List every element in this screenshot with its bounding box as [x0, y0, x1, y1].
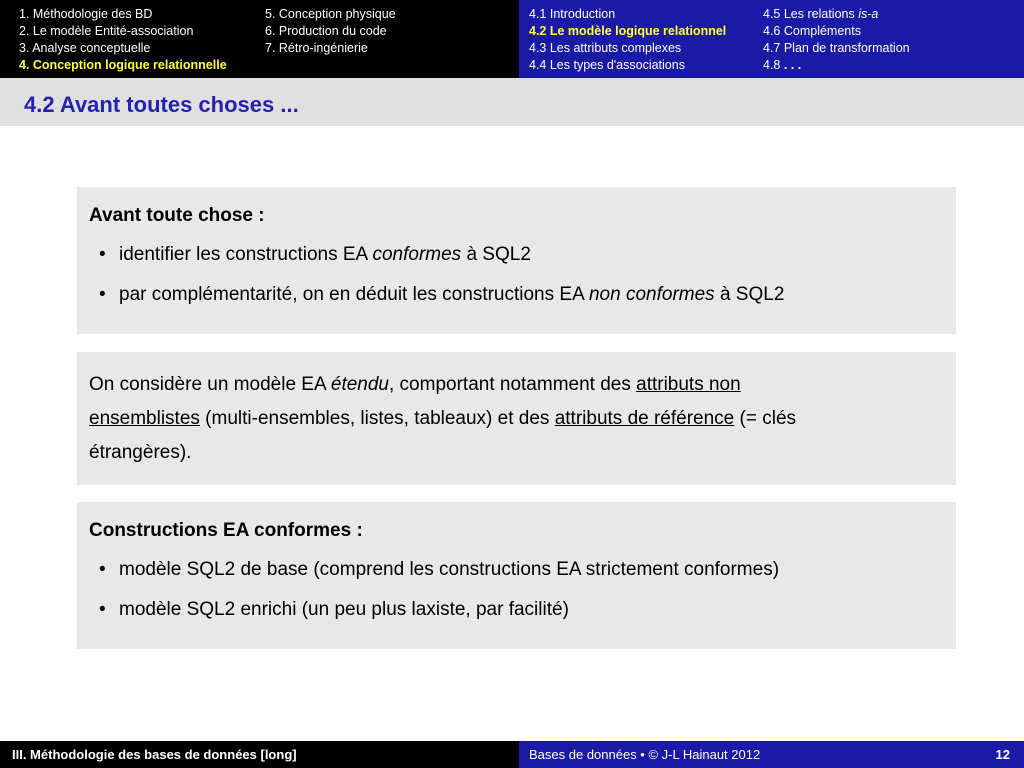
block2-underline1b: ensemblistes — [89, 408, 200, 429]
nav-subsection-4-1[interactable]: 4.1 Introduction — [529, 7, 616, 21]
footer-left — [0, 741, 519, 768]
block1-item1-tail: à SQL2 — [461, 244, 531, 265]
bullet-icon: • — [99, 559, 106, 580]
subsection-nav-col1 — [529, 6, 726, 74]
bullet-icon: • — [99, 284, 106, 305]
footer-copyright: Bases de données • © J-L Hainaut 2012 — [529, 747, 761, 762]
page-number: 12 — [995, 747, 1010, 762]
section-nav-col2 — [265, 6, 396, 57]
section-nav — [0, 0, 519, 78]
block3-heading: Constructions EA conformes : — [89, 520, 363, 541]
nav-section-7[interactable]: 7. Rétro-ingénierie — [265, 41, 368, 55]
block1-item2-emph: non conformes — [588, 284, 715, 305]
nav-section-4-active[interactable]: 4. Conception logique relationnelle — [19, 58, 227, 72]
bullet-icon: • — [99, 244, 106, 265]
nav-subsection-4-8-dots: . . . — [783, 58, 802, 72]
nav-section-2[interactable]: 2. Le modèle Entité-association — [19, 24, 194, 38]
subsection-nav — [519, 0, 1024, 78]
footer-course-title: III. Méthodologie des bases de données [long] — [12, 747, 297, 762]
block3-item1-text: modèle SQL2 de base (comprend les constructions EA strictement conformes) — [119, 559, 780, 580]
nav-subsection-4-5[interactable] — [763, 6, 910, 23]
nav-subsection-4-8-prefix: 4.8 — [763, 58, 784, 72]
block1-heading: Avant toute chose : — [89, 205, 265, 226]
block2-text1: On considère un modèle EA — [89, 374, 331, 395]
nav-subsection-4-5-italic: is-a — [858, 7, 879, 21]
block1-item2-tail: à SQL2 — [714, 284, 785, 305]
block3-list — [89, 550, 944, 630]
block1-item2-text: par complémentarité, on en déduit les constructions EA — [119, 284, 589, 305]
nav-section-6[interactable]: 6. Production du code — [265, 24, 387, 38]
list-item — [99, 550, 944, 590]
section-nav-col1 — [19, 6, 227, 74]
block2-text4: (= clés — [734, 408, 797, 429]
nav-subsection-4-8[interactable] — [763, 57, 910, 74]
nav-subsection-4-4[interactable]: 4.4 Les types d'associations — [529, 58, 685, 72]
block-modele-etendu — [77, 352, 956, 485]
bullet-icon: • — [99, 599, 106, 620]
block-constructions-conformes — [77, 502, 956, 649]
block1-list — [89, 235, 944, 315]
block2-text2: , comportant notamment des — [389, 374, 637, 395]
frame-title-bar — [0, 78, 1024, 126]
block3-item2-text: modèle SQL2 enrichi (un peu plus laxiste, par facilité) — [119, 599, 569, 620]
list-item — [99, 590, 944, 630]
block2-text5: étrangères). — [89, 442, 192, 463]
nav-subsection-4-5-prefix: 4.5 Les relations — [763, 7, 859, 21]
subsection-nav-col2 — [763, 6, 910, 74]
list-item — [99, 275, 944, 315]
frame-title: 4.2 Avant toutes choses ... — [24, 92, 299, 117]
nav-subsection-4-2-active[interactable]: 4.2 Le modèle logique relationnel — [529, 24, 727, 38]
nav-section-1[interactable]: 1. Méthodologie des BD — [19, 7, 153, 21]
block2-text3: (multi-ensembles, listes, tableaux) et des — [199, 408, 555, 429]
block2-emph: étendu — [330, 374, 389, 395]
nav-section-3[interactable]: 3. Analyse conceptuelle — [19, 41, 151, 55]
nav-subsection-4-6[interactable]: 4.6 Compléments — [763, 24, 861, 38]
block2-paragraph — [89, 366, 944, 470]
footer-right — [519, 741, 1024, 768]
list-item — [99, 235, 944, 275]
nav-section-5[interactable]: 5. Conception physique — [265, 7, 396, 21]
nav-subsection-4-7[interactable]: 4.7 Plan de transformation — [763, 41, 910, 55]
block2-underline1a: attributs non — [636, 374, 741, 395]
block1-item1-emph: conformes — [372, 244, 462, 265]
block1-item1-text: identifier les constructions EA — [119, 244, 373, 265]
block-avant-toute-chose — [77, 187, 956, 334]
nav-subsection-4-3[interactable]: 4.3 Les attributs complexes — [529, 41, 682, 55]
block2-underline2: attributs de référence — [554, 408, 735, 429]
